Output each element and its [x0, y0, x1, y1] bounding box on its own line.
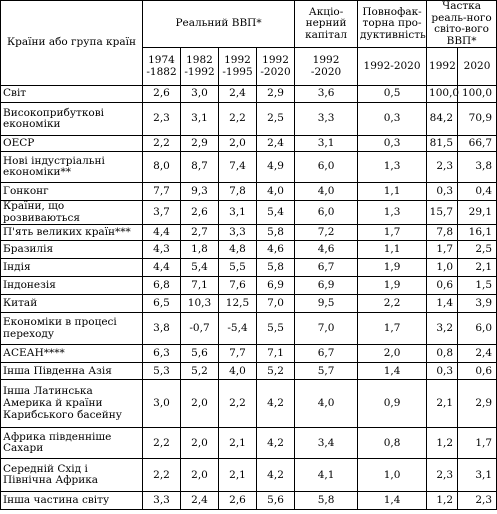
period-header: 1992-2020 — [358, 48, 427, 86]
value-cell: 4,4 — [143, 259, 181, 277]
value-cell: 5,2 — [181, 363, 219, 380]
country-cell: Інша Латинська Америка й країни Карибського басейну — [1, 380, 143, 428]
value-cell: 6,9 — [295, 277, 358, 295]
value-cell: 1,7 — [358, 225, 427, 241]
value-cell: 29,1 — [458, 201, 497, 225]
value-cell: 70,9 — [458, 103, 497, 136]
value-cell: 4,2 — [257, 459, 295, 492]
value-cell: 2,2 — [219, 380, 257, 428]
value-cell: 6,0 — [295, 152, 358, 183]
value-cell: 1,2 — [427, 492, 458, 510]
value-cell: 1,7 — [358, 313, 427, 345]
value-cell: 16,1 — [458, 225, 497, 241]
value-cell: 1,5 — [458, 277, 497, 295]
value-cell: 100,0 — [458, 86, 497, 103]
value-cell: 3,4 — [295, 428, 358, 459]
value-cell: 1,9 — [358, 259, 427, 277]
header-tfp: Повнофак-торна про-дуктивність — [358, 1, 427, 48]
value-cell: 2,0 — [181, 380, 219, 428]
value-cell: -5,4 — [219, 313, 257, 345]
value-cell: 6,7 — [295, 345, 358, 363]
value-cell: 4,0 — [257, 183, 295, 201]
value-cell: 5,8 — [295, 492, 358, 510]
value-cell: 2,1 — [427, 380, 458, 428]
value-cell: 7,8 — [219, 183, 257, 201]
country-cell: Африка південніше Сахари — [1, 428, 143, 459]
value-cell: 3,1 — [458, 459, 497, 492]
value-cell: 100,0 — [427, 86, 458, 103]
value-cell: 0,3 — [358, 103, 427, 136]
value-cell: 1,8 — [181, 241, 219, 259]
header-real-gdp: Реальний ВВП* — [143, 1, 295, 48]
country-cell: Індія — [1, 259, 143, 277]
table-row — [1, 295, 497, 313]
value-cell: 5,5 — [219, 259, 257, 277]
value-cell: 2,5 — [458, 241, 497, 259]
country-cell: Інша Південна Азія — [1, 363, 143, 380]
value-cell: 5,5 — [257, 313, 295, 345]
country-cell: ОЕСР — [1, 136, 143, 152]
value-cell: 1,3 — [358, 152, 427, 183]
period-header: 1982 -1992 — [181, 48, 219, 86]
value-cell: 3,3 — [295, 103, 358, 136]
value-cell: 8,7 — [181, 152, 219, 183]
value-cell: 1,7 — [427, 241, 458, 259]
table-row — [1, 152, 497, 183]
value-cell: 7,8 — [427, 225, 458, 241]
value-cell: 1,4 — [358, 492, 427, 510]
value-cell: 3,8 — [143, 313, 181, 345]
value-cell: 2,2 — [219, 103, 257, 136]
table-row — [1, 492, 497, 510]
value-cell: 3,1 — [219, 201, 257, 225]
table-row — [1, 103, 497, 136]
value-cell: 7,1 — [257, 345, 295, 363]
value-cell: 12,5 — [219, 295, 257, 313]
table-row — [1, 428, 497, 459]
value-cell: 4,3 — [143, 241, 181, 259]
period-header: 1992 -2020 — [257, 48, 295, 86]
value-cell: 3,3 — [219, 225, 257, 241]
header-gdp-share: Частка реаль-ного світо-вого ВВП* — [427, 1, 497, 48]
value-cell: 1,4 — [358, 363, 427, 380]
value-cell: 2,9 — [458, 380, 497, 428]
value-cell: 3,0 — [143, 380, 181, 428]
value-cell: 5,8 — [257, 225, 295, 241]
value-cell: 1,2 — [427, 428, 458, 459]
value-cell: 0,4 — [458, 183, 497, 201]
value-cell: 7,0 — [295, 313, 358, 345]
value-cell: 81,5 — [427, 136, 458, 152]
table-body — [1, 86, 497, 510]
value-cell: 5,3 — [143, 363, 181, 380]
value-cell: 0,9 — [358, 380, 427, 428]
value-cell: 3,8 — [458, 152, 497, 183]
value-cell: 1,0 — [427, 259, 458, 277]
table-row — [1, 201, 497, 225]
value-cell: 8,0 — [143, 152, 181, 183]
value-cell: 5,8 — [257, 259, 295, 277]
value-cell: 7,2 — [295, 225, 358, 241]
value-cell: 2,3 — [458, 492, 497, 510]
period-header: 2020 — [458, 48, 497, 86]
table-row — [1, 259, 497, 277]
table-row — [1, 241, 497, 259]
value-cell: 5,4 — [181, 259, 219, 277]
value-cell: 2,4 — [219, 86, 257, 103]
value-cell: 1,7 — [458, 428, 497, 459]
value-cell: 2,6 — [219, 492, 257, 510]
value-cell: 1,9 — [358, 277, 427, 295]
value-cell: 6,3 — [143, 345, 181, 363]
value-cell: 2,4 — [257, 136, 295, 152]
country-cell: Індонезія — [1, 277, 143, 295]
table-row — [1, 459, 497, 492]
country-cell: Інша частина світу — [1, 492, 143, 510]
table-row — [1, 136, 497, 152]
value-cell: 7,6 — [219, 277, 257, 295]
value-cell: 1,1 — [358, 241, 427, 259]
value-cell: 2,0 — [219, 136, 257, 152]
value-cell: 3,2 — [427, 313, 458, 345]
period-header: 1992 — [427, 48, 458, 86]
value-cell: 0,5 — [358, 86, 427, 103]
value-cell: 15,7 — [427, 201, 458, 225]
value-cell: 5,4 — [257, 201, 295, 225]
table-row — [1, 363, 497, 380]
value-cell: 3,9 — [458, 295, 497, 313]
value-cell: 2,2 — [143, 136, 181, 152]
value-cell: 66,7 — [458, 136, 497, 152]
value-cell: 4,0 — [295, 183, 358, 201]
table-row — [1, 313, 497, 345]
value-cell: 6,0 — [458, 313, 497, 345]
value-cell: 0,8 — [358, 428, 427, 459]
table-row — [1, 380, 497, 428]
country-cell: Високоприбуткові економіки — [1, 103, 143, 136]
header-share-capital: Акціо-нерний капітал — [295, 1, 358, 48]
value-cell: 0,8 — [427, 345, 458, 363]
value-cell: 1,3 — [358, 201, 427, 225]
value-cell: 4,6 — [257, 241, 295, 259]
country-cell: Світ — [1, 86, 143, 103]
value-cell: 4,8 — [219, 241, 257, 259]
country-cell: Гонконг — [1, 183, 143, 201]
value-cell: 2,0 — [181, 428, 219, 459]
period-header: 1992 -2020 — [295, 48, 358, 86]
value-cell: 7,7 — [219, 345, 257, 363]
value-cell: 0,3 — [427, 183, 458, 201]
value-cell: 2,6 — [143, 86, 181, 103]
value-cell: 1,1 — [358, 183, 427, 201]
value-cell: 4,0 — [295, 380, 358, 428]
value-cell: 6,7 — [295, 259, 358, 277]
value-cell: 2,2 — [143, 428, 181, 459]
value-cell: 2,1 — [458, 259, 497, 277]
country-cell: Бразилія — [1, 241, 143, 259]
value-cell: 5,7 — [295, 363, 358, 380]
value-cell: 2,7 — [181, 225, 219, 241]
value-cell: 2,2 — [143, 459, 181, 492]
value-cell: 0,6 — [427, 277, 458, 295]
value-cell: 0,3 — [358, 136, 427, 152]
value-cell: 0,6 — [458, 363, 497, 380]
value-cell: 5,6 — [181, 345, 219, 363]
value-cell: 4,0 — [219, 363, 257, 380]
value-cell: 2,5 — [257, 103, 295, 136]
value-cell: 2,1 — [219, 428, 257, 459]
value-cell: 4,2 — [257, 380, 295, 428]
table-row — [1, 86, 497, 103]
value-cell: 2,4 — [181, 492, 219, 510]
value-cell: 2,6 — [181, 201, 219, 225]
value-cell: 7,1 — [181, 277, 219, 295]
country-cell: Економіки в процесі переходу — [1, 313, 143, 345]
header-country: Країни або група країн — [1, 1, 143, 86]
value-cell: 2,3 — [427, 152, 458, 183]
value-cell: 2,1 — [219, 459, 257, 492]
value-cell: 2,9 — [181, 136, 219, 152]
value-cell: 2,9 — [257, 86, 295, 103]
value-cell: 2,3 — [427, 459, 458, 492]
value-cell: -0,7 — [181, 313, 219, 345]
country-cell: Країни, що розвиваються — [1, 201, 143, 225]
table-row — [1, 277, 497, 295]
country-cell: Середній Схід і Північна Африка — [1, 459, 143, 492]
value-cell: 3,7 — [143, 201, 181, 225]
value-cell: 7,7 — [143, 183, 181, 201]
value-cell: 2,2 — [358, 295, 427, 313]
country-cell: Китай — [1, 295, 143, 313]
value-cell: 6,9 — [257, 277, 295, 295]
value-cell: 2,0 — [181, 459, 219, 492]
value-cell: 7,0 — [257, 295, 295, 313]
value-cell: 5,6 — [257, 492, 295, 510]
table-row — [1, 225, 497, 241]
value-cell: 3,1 — [295, 136, 358, 152]
value-cell: 2,3 — [143, 103, 181, 136]
country-cell: Нові індустріальні економіки** — [1, 152, 143, 183]
value-cell: 3,6 — [295, 86, 358, 103]
period-header: 1992 -1995 — [219, 48, 257, 86]
value-cell: 6,5 — [143, 295, 181, 313]
value-cell: 5,2 — [257, 363, 295, 380]
value-cell: 4,9 — [257, 152, 295, 183]
table-row — [1, 345, 497, 363]
value-cell: 4,4 — [143, 225, 181, 241]
value-cell: 6,0 — [295, 201, 358, 225]
value-cell: 4,2 — [257, 428, 295, 459]
value-cell: 4,1 — [295, 459, 358, 492]
value-cell: 3,1 — [181, 103, 219, 136]
value-cell: 9,5 — [295, 295, 358, 313]
value-cell: 1,0 — [358, 459, 427, 492]
value-cell: 0,3 — [427, 363, 458, 380]
value-cell: 10,3 — [181, 295, 219, 313]
value-cell: 4,6 — [295, 241, 358, 259]
value-cell: 1,4 — [427, 295, 458, 313]
value-cell: 2,4 — [458, 345, 497, 363]
value-cell: 2,0 — [358, 345, 427, 363]
value-cell: 7,4 — [219, 152, 257, 183]
country-cell: П'ять великих країн*** — [1, 225, 143, 241]
value-cell: 3,0 — [181, 86, 219, 103]
value-cell: 6,8 — [143, 277, 181, 295]
value-cell: 9,3 — [181, 183, 219, 201]
table-row — [1, 183, 497, 201]
period-header: 1974 -1882 — [143, 48, 181, 86]
value-cell: 3,3 — [143, 492, 181, 510]
country-cell: АСЕАН**** — [1, 345, 143, 363]
value-cell: 84,2 — [427, 103, 458, 136]
